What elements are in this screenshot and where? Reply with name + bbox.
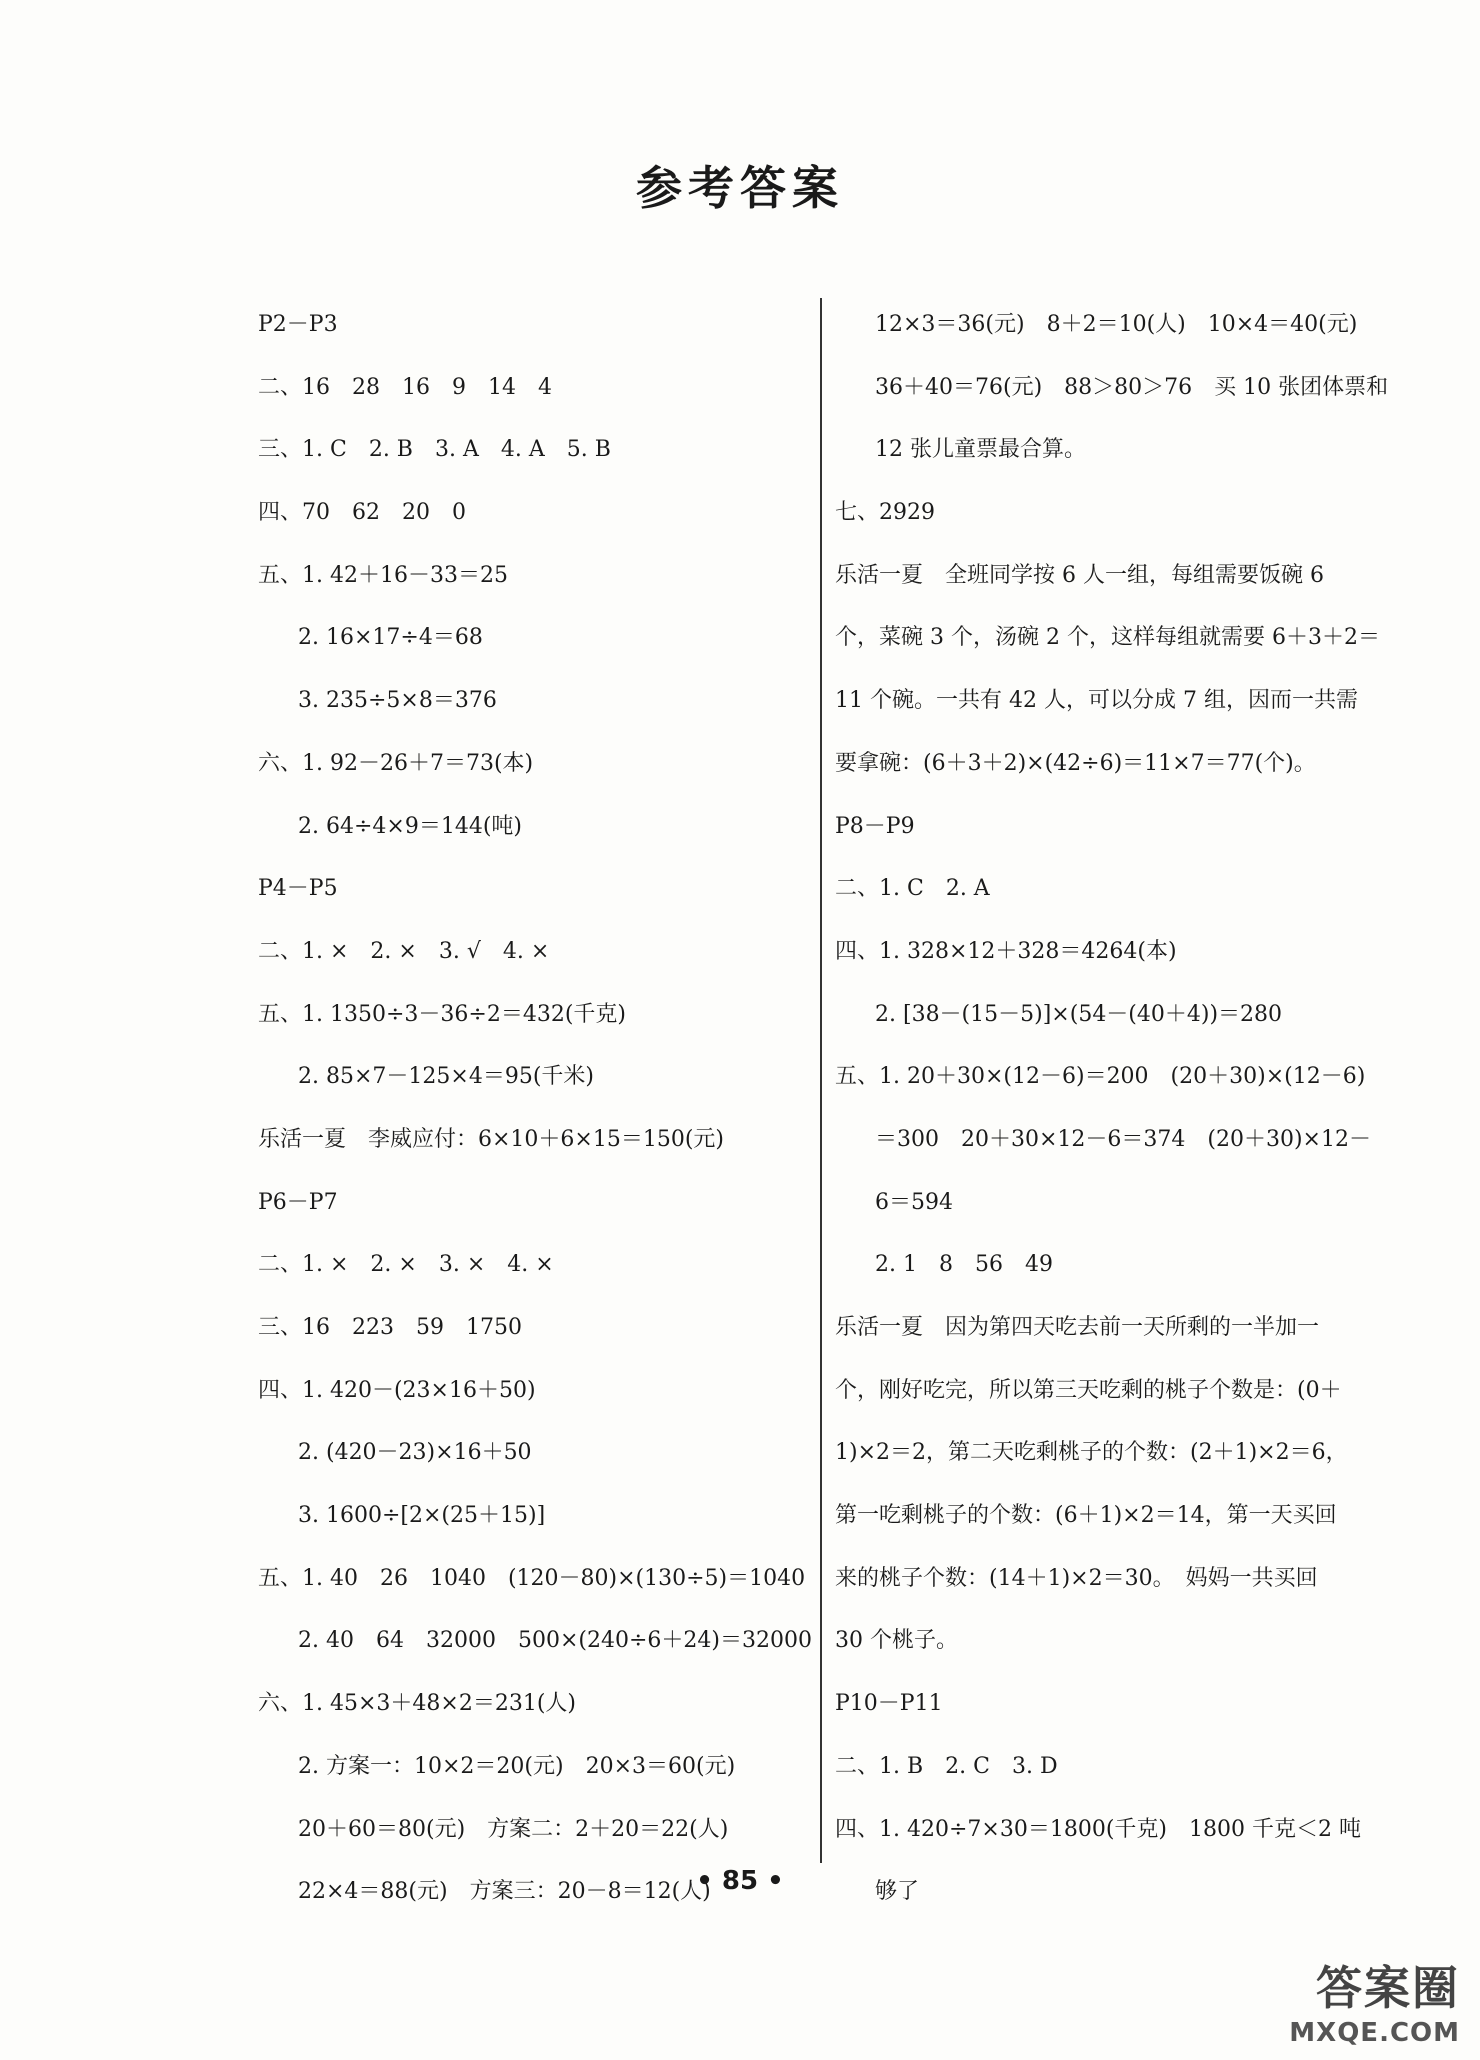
answer-line: P6－P7 [258,1189,338,1215]
watermark-url: MXQE.COM [1289,2018,1460,2048]
answer-line: P10－P11 [835,1691,943,1717]
page-title: 参考答案 [636,161,844,215]
answer-line: 三、1. C 2. B 3. A 4. A 5. B [258,437,611,463]
answer-line: 够了 [875,1879,920,1905]
page-number: • 85 • [696,1866,784,1896]
answer-line: 6＝594 [875,1189,953,1215]
answer-line: 1)×2＝2，第二天吃剩桃子的个数：(2＋1)×2＝6， [835,1440,1348,1466]
answer-line: 四、1. 420÷7×30＝1800(千克) 1800 千克＜2 吨 [835,1816,1361,1842]
left-column [258,294,818,1924]
answer-line: 七、2929 [835,500,935,526]
answer-line: 二、1. B 2. C 3. D [835,1753,1058,1779]
answer-line: 20＋60＝80(元) 方案二：2＋20＝22(人) [298,1816,729,1842]
answer-line: 2. 16×17÷4＝68 [298,625,483,651]
answer-line: 六、1. 45×3＋48×2＝231(人) [258,1691,576,1717]
answer-line: ＝300 20＋30×12－6＝374 (20＋30)×12－ [875,1126,1371,1152]
answer-line: 2. (420－23)×16＋50 [298,1440,532,1466]
answer-line: 36＋40＝76(元) 88＞80＞76 买 10 张团体票和 [875,374,1389,400]
answer-line: 2. [38－(15－5)]×(54－(40＋4))＝280 [875,1001,1283,1027]
answer-line: P8－P9 [835,813,915,839]
answer-line: P2－P3 [258,312,338,337]
answer-line: 个，菜碗 3 个，汤碗 2 个，这样每组就需要 6＋3＋2＝ [835,625,1380,651]
answer-line: 2. 1 8 56 49 [875,1252,1053,1278]
watermark [1289,1952,1460,2048]
answer-line: 五、1. 20＋30×(12－6)＝200 (20＋30)×(12－6) [835,1064,1366,1090]
answer-line: P4－P5 [258,876,338,902]
answer-line: 个，刚好吃完，所以第三天吃剩的桃子个数是：(0＋ [835,1377,1342,1403]
answer-line: 三、16 223 59 1750 [258,1315,522,1340]
answer-line: 五、1. 40 26 1040 (120－80)×(130÷5)＝1040 [258,1565,806,1591]
answer-line: 30 个桃子。 [835,1628,958,1654]
answer-line: 2. 方案一：10×2＝20(元) 20×3＝60(元) [298,1753,736,1779]
answer-line: 12×3＝36(元) 8＋2＝10(人) 10×4＝40(元) [875,312,1358,337]
answer-line: 乐活一夏 因为第四天吃去前一天所剩的一半加一 [835,1315,1320,1340]
answer-line: 来的桃子个数：(14＋1)×2＝30。 妈妈一共买回 [835,1565,1318,1591]
answer-line: 五、1. 1350÷3－36÷2＝432(千克) [258,1001,626,1027]
answer-line: 12 张儿童票最合算。 [875,437,1086,463]
answer-line: 二、1. × 2. × 3. √ 4. × [258,938,550,964]
answer-line: 六、1. 92－26＋7＝73(本) [258,750,534,776]
answer-line: 3. 1600÷[2×(25＋15)] [298,1503,546,1529]
answer-line: 2. 64÷4×9＝144(吨) [298,813,522,839]
answer-line: 四、1. 420－(23×16＋50) [258,1377,536,1403]
answer-line: 乐活一夏 全班同学按 6 人一组，每组需要饭碗 6 [835,562,1324,588]
right-column [835,294,1405,1924]
answer-line: 二、16 28 16 9 14 4 [258,374,552,400]
answer-line: 3. 235÷5×8＝376 [298,688,497,714]
answer-line: 要拿碗：(6＋3＋2)×(42÷6)＝11×7＝77(个)。 [835,750,1316,776]
answer-line: 乐活一夏 李威应付：6×10＋6×15＝150(元) [258,1126,725,1152]
column-divider [820,298,822,1863]
answer-line: 第一吃剩桃子的个数：(6＋1)×2＝14，第一天买回 [835,1503,1337,1529]
answer-line: 四、70 62 20 0 [258,500,466,526]
answer-line: 五、1. 42＋16－33＝25 [258,562,508,588]
answer-line: 2. 40 64 32000 500×(240÷6＋24)＝32000 [298,1628,812,1654]
answer-line: 二、1. × 2. × 3. × 4. × [258,1252,554,1278]
watermark-logo: 答案圈 [1316,1961,1460,2015]
answer-line: 四、1. 328×12＋328＝4264(本) [835,938,1177,964]
answer-line: 二、1. C 2. A [835,876,990,902]
answer-line: 11 个碗。一共有 42 人，可以分成 7 组，因而一共需 [835,688,1358,714]
answer-line: 2. 85×7－125×4＝95(千米) [298,1064,594,1090]
answer-line: 22×4＝88(元) 方案三：20－8＝12(人) [298,1879,711,1905]
